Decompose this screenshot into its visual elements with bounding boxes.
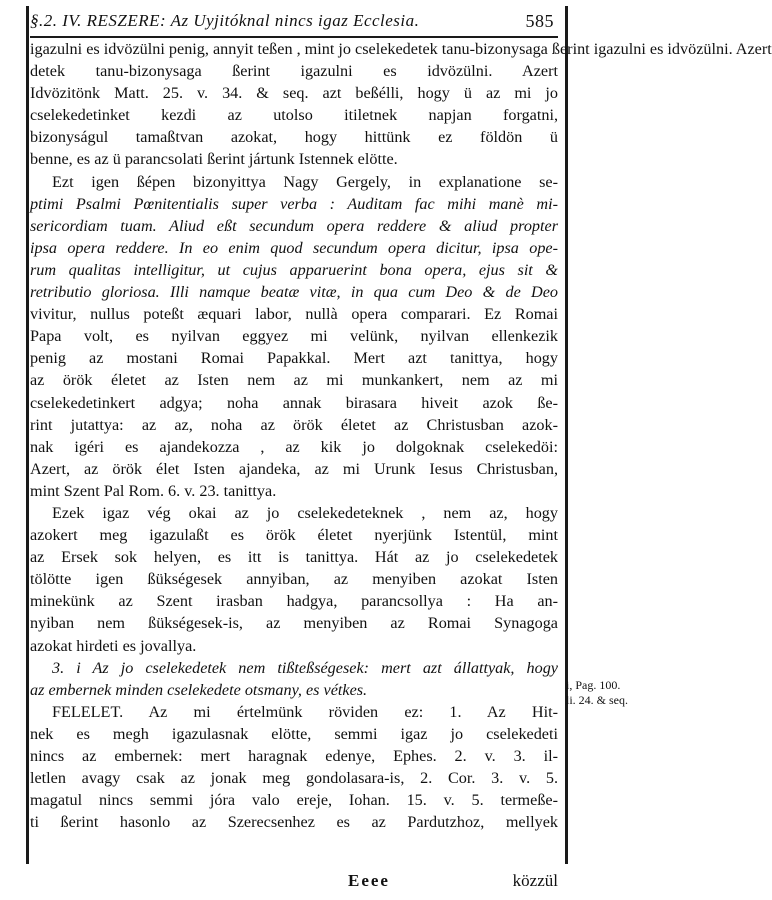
running-title: §.2. IV. RESZERE: Az Uyjitóknal nincs igaz Ecclesia.: [30, 11, 420, 30]
text-line: ti ßerint hasonlo az Szerecsenhez es az Pardutzhoz, mellyek: [30, 813, 558, 832]
text-line: nak igéri es ajandekozza , az kik jo dolgoknak cselekedöi:: [30, 437, 558, 456]
text-line: azokat hirdeti es jovallya.: [30, 636, 197, 655]
text-line: minekünk az Szent irasban hadgya, parancsollya : Ha an-: [30, 592, 558, 611]
text-line: ptimi Psalmi Pœnitentialis super verba : Auditam fac mihi manè mi-: [30, 194, 558, 213]
catchword: közzül: [512, 871, 558, 890]
text-line: Ezt igen ßépen bizonyittya Nagy Gergely, in explanatione se-: [52, 172, 558, 191]
text-line: mint Szent Pal Rom. 6. v. 23. tanittya.: [30, 481, 277, 500]
text-line: bizonyságul tamaßtvan azokat, hogy hittünk ez földön ü: [30, 128, 558, 147]
text-line: rint jutattya: az az, noha az örök életet az Christusban azok-: [30, 415, 558, 434]
text-line: Azert, az örök élet Isten ajandeka, az mi Urunk Iesus Christusban,: [30, 459, 558, 478]
text-line: ipsa opera reddere. In eo enim quod secundum opera dicitur, ipsa ope-: [30, 238, 558, 257]
text-line: FELELET. Az mi értelmünk röviden ez: 1. Az Hit-: [52, 702, 558, 721]
margin-note: [566, 678, 658, 708]
text-line: rum qualitas intelligitur, ut cujus apparuerint bona opera, ejus sit &: [30, 260, 558, 279]
text-line: penig az mostani Romai Papakkal. Mert azt tanittya, hogy: [30, 349, 558, 368]
text-line: az örök életet az Isten nem az mi munkankert, nem az mi: [30, 371, 558, 390]
page-number: 585: [525, 11, 554, 31]
text-line: nyiban nem ßükségesek-is, az menyiben az Romai Synagoga: [30, 614, 558, 633]
text-line: magatul nincs semmi jóra valo ereje, Iohan. 15. v. 5. termeße-: [30, 791, 558, 810]
text-line: cselekedetinket kezdi az utolso itiletnek napjan forgatni,: [30, 106, 558, 125]
text-line: cselekedetinkert adgya; noha annak birasara hiveit azok ße-: [30, 393, 558, 412]
text-line: igazulni es idvözülni penig, annyit teßen , mint jo cselekedetek tanu-bizonysaga ßerint igazulni es idvözülni. Azert: [30, 40, 772, 58]
running-header: [30, 6, 558, 38]
text-line: detek tanu-bizonysaga ßerint igazulni es idvözülni. Azert: [30, 62, 558, 81]
text-line: azokert meg igazulaßt es örök életet nyerjünk Istentül, mint: [30, 526, 558, 545]
text-line: vivitur, nullus poteßt æquari labor, nullà opera comparari. Ez Romai: [30, 305, 558, 324]
text-line: nincs az embernek: mert haragnak edenye, Ephes. 2. v. 3. il-: [30, 747, 558, 765]
text-line: Idvözitönk Matt. 25. v. 34. & seq. azt beßélli, hogy ü az mi jo: [30, 84, 558, 103]
text-line: az embernek minden cselekedete otsmany, es vétkes.: [30, 680, 368, 699]
text-line: Ezek igaz vég okai az jo cselekedeteknek , nem az, hogy: [52, 503, 558, 522]
signature-mark: Eeee: [348, 871, 390, 890]
text-line: nek es megh igazulasnak elötte, semmi igaz jo cselekedeti: [30, 724, 558, 743]
text-line: az Ersek sok helyen, es itt is tanittya. Hát az jo cselekedetek: [30, 548, 558, 567]
margin-note-line: i, Pag. 100.: [566, 678, 621, 692]
text-line: benne, es az ü parancsolati ßerint jártunk Istennek elötte.: [30, 150, 398, 169]
text-line: letlen avagy csak az jonak meg gondolasara-is, 2. Cor. 3. v. 5.: [30, 769, 558, 788]
text-line: sericordiam tuam. Aliud eßt secundum opera reddere & aliud propter: [30, 216, 558, 235]
text-line: tölötte igen ßükségesek annyiban, az menyiben azokat Isten: [30, 570, 558, 589]
page-footer: [30, 866, 558, 896]
text-line: retributio gloriosa. Illi namque beatæ vitæ, in qua cum Deo & de Deo: [30, 283, 558, 302]
margin-note-line: li. 24. & seq.: [566, 693, 628, 707]
text-line: Papa volt, es nyilvan eggyez mi velünk, nyilvan ellenkezik: [30, 327, 558, 346]
text-line: 3. i Az jo cselekedetek nem tißteßségesek: mert azt állattyak, hogy: [52, 658, 558, 677]
